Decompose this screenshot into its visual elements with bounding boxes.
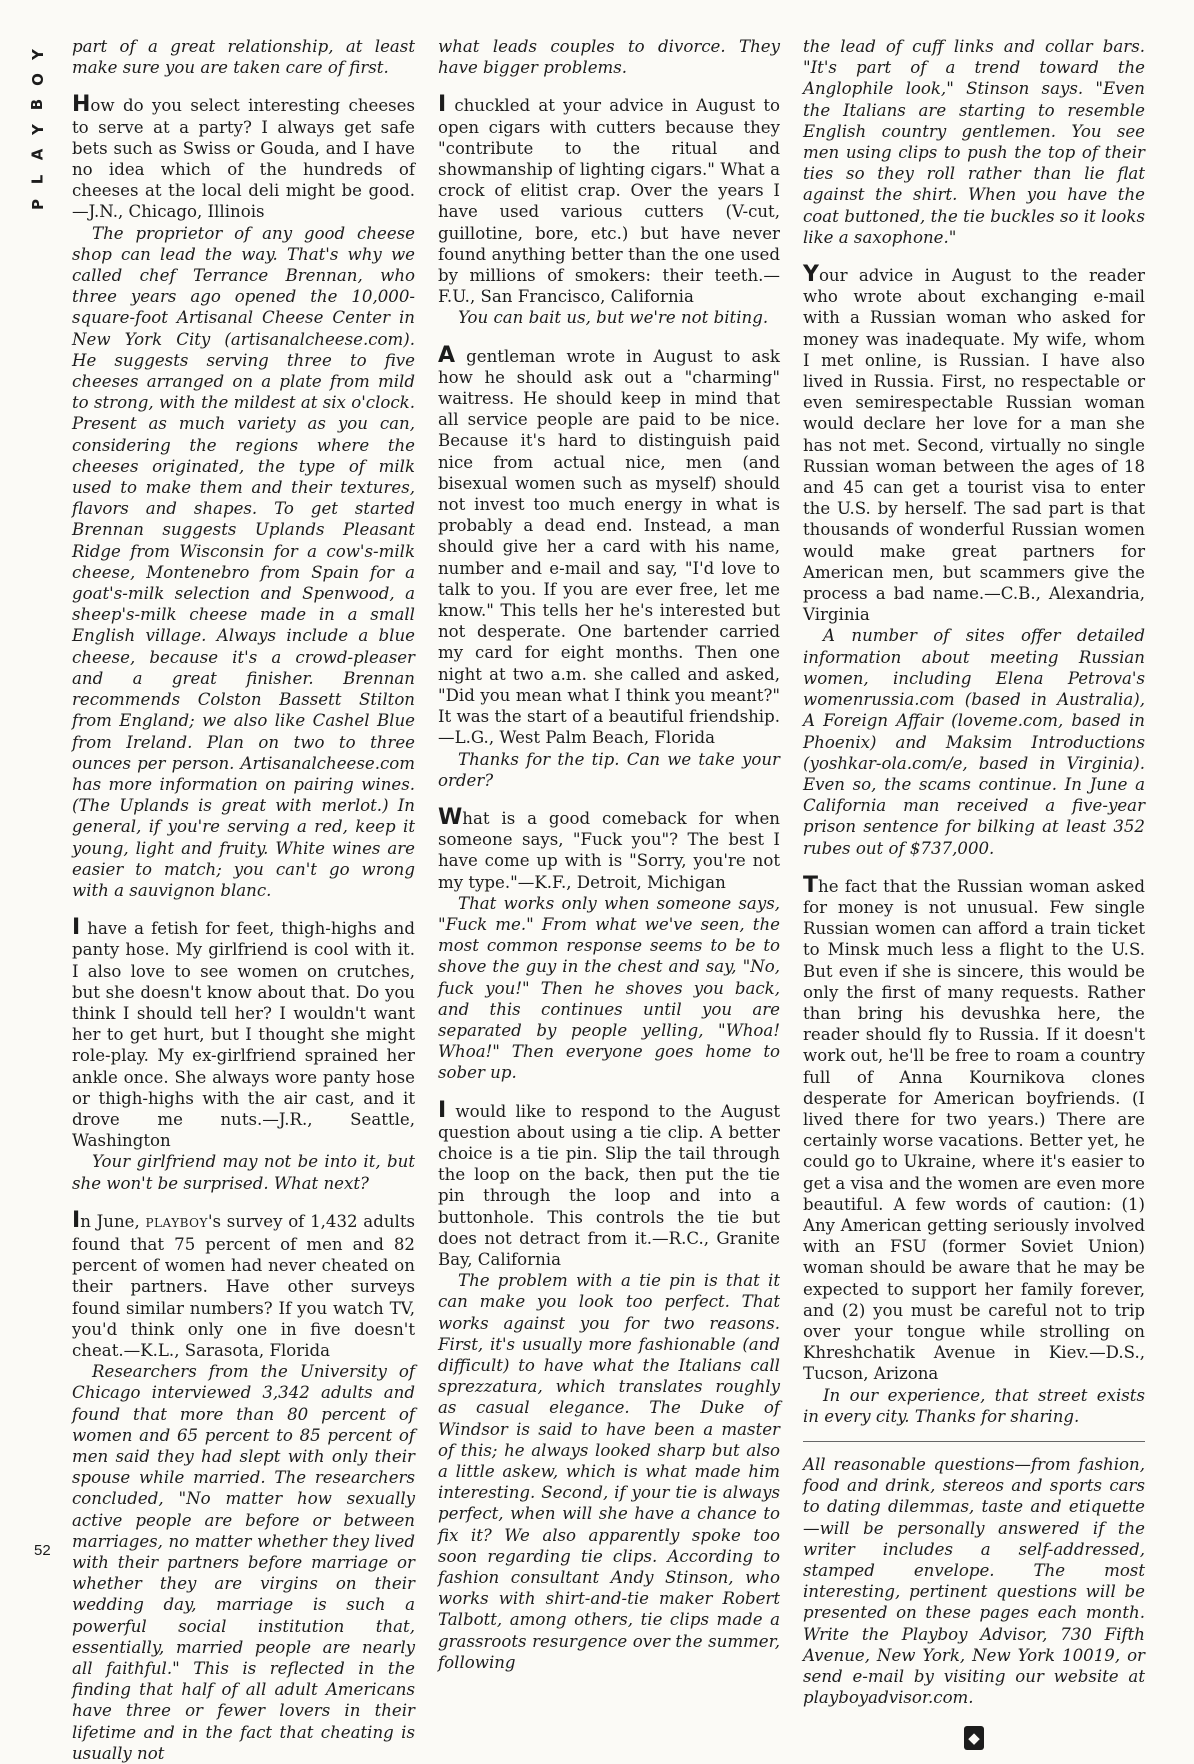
text-run: would like to respond to the August question about using a tie clip. A better choice is a tie pin. Slip the tail through the loop on the back, then put the tie pin through the loop and into a buttonhole. This controls the tie but does not detract from it.—R.C., Granite Bay, California — [438, 1101, 780, 1269]
initial-letter: I — [72, 1207, 81, 1233]
initial-letter: W — [438, 804, 463, 830]
initial-letter: I — [438, 1097, 447, 1123]
advisor-answer — [438, 36, 780, 78]
text-run: Your girlfriend may not be into it, but she won't be surprised. What next? — [72, 1152, 415, 1193]
advisor-answer — [803, 1385, 1145, 1427]
reader-question — [72, 1207, 416, 1361]
text-run: In our experience, that street exists in every city. Thanks for sharing. — [803, 1385, 1145, 1426]
advisor-answer — [803, 625, 1145, 858]
initial-letter: A — [438, 342, 456, 368]
text-run: n June, — [80, 1211, 146, 1231]
text-run: gentleman wrote in August to ask how he should ask out a "charming" waitress. He should keep in mind that all service people are paid to be nice. Because it's hard to distinguish paid nice from actual nice, men (and bisexual women such as myself) should not invest too much energy in what is probably a dead end. Instead, a man should give her a card with his name, number and e-mail and say, "I'd love to talk to you. If you are ever free, let me know." This tells her he's interested but not desperate. One bartender carried my card for eight months. Then one night at two a.m. she called and asked, "Did you mean what I think you meant?" It was the start of a beautiful friendship.—L.G., West Palm Beach, Florida — [438, 346, 780, 748]
reader-question — [438, 1097, 780, 1271]
advisor-answer — [72, 36, 415, 78]
initial-letter: H — [72, 92, 91, 118]
text-run: the lead of cuff links and collar bars. "It's part of a trend toward the Anglophile look," Stinson says. "Even the Italians are starting to resemble English country gentlemen. You see men using clips to push the top of their ties so they roll rather than lie flat against the shirt. When you have the coat buttoned, the tie buckles so it looks like a saxophone." — [803, 37, 1145, 247]
advisor-answer — [72, 1361, 415, 1764]
text-run: 's survey of 1,432 adults found that 75 percent of men and 82 percent of women had never cheated on their partners. Have other surveys found similar numbers? If you watch TV, you'd think only one in five doesn't cheat.—K.L., Sarasota, Florida — [72, 1211, 416, 1360]
text-run: Researchers from the University of Chicago interviewed 3,342 adults and found that more than 80 percent of women and 65 percent to 85 percent of men said they had slept with only their spouse while married. The researchers concluded, "No matter how sexually active people are before or between marriages, no matter whether they lived with their partners before marriage or whether they are virgins on their wedding day, marriage is such a powerful social institution that, essentially, married people are nearly all faithful." This is reflected in the finding that half of all adult Americans have three or fewer lovers in their lifetime and in the fact that cheating is usually not — [72, 1362, 415, 1763]
advisor-answer — [72, 1151, 415, 1193]
runner-letter: O — [28, 73, 47, 86]
magazine-runner — [30, 42, 52, 217]
text-run: he fact that the Russian woman asked for money is not unusual. Few single Russian women can afford a train ticket to Minsk much less a flight to the U.S. But even if she is sincere, this would be only the first of many requests. Rather than bring his devushka here, the reader should fly to Russia. If it doesn't work out, he'll be free to roam a country full of Anna Kournikova clones desperate for American boyfriends. (I lived there for two years.) There are certainly worse vacations. Better yet, he could go to Ukraine, where it's easier to get a visa and the women are even more beautiful. A few words of caution: (1) Any American getting seriously involved with an FSU (former Soviet Union) woman should be aware that he may be expected to support her family forever, and (2) you must be careful not to trip over your tongue while strolling on Khreshchatik Avenue in Kiev.—D.S., Tucson, Arizona — [803, 876, 1145, 1384]
reader-question — [438, 94, 780, 307]
runner-letter: P — [28, 199, 47, 210]
advisor-answer — [438, 1270, 780, 1673]
runner-letter: A — [28, 148, 47, 161]
text-run: You can bait us, but we're not biting. — [458, 308, 769, 328]
text-run: chuckled at your advice in August to open cigars with cutters because they "contribute to the ritual and showmanship of lighting cigars." What a crock of elitist crap. Over the years I have used various cutters (V-cut, guillotine, bore, etc.) but have never found anything better than the one used by millions of smokers: their teeth.—F.U., San Francisco, California — [438, 96, 780, 307]
text-run: ow do you select interesting cheeses to serve at a party? I always get safe bets such as Swiss or Gouda, and I have no idea which of the hundreds of cheeses at the local deli might be good.—J.N., Chicago, Illinois — [72, 96, 415, 222]
reader-question — [803, 264, 1145, 625]
runner-letter: Y — [28, 49, 47, 60]
advisor-answer — [72, 223, 415, 902]
footer-divider — [803, 1441, 1145, 1442]
runner-letter: B — [28, 98, 47, 111]
reader-question — [803, 872, 1145, 1385]
page-number: 52 — [34, 1542, 51, 1559]
reader-question — [72, 917, 415, 1151]
reader-question — [438, 804, 780, 893]
reader-question — [438, 342, 780, 749]
text-run: That works only when someone says, "Fuck me." From what we've seen, the most common response seems to be to shove the guy in the chest and say, "No, fuck you!" Then he shoves you back, and this continues until you are separated by people yelling, "Whoa! Whoa!" Then everyone goes home to sober up. — [438, 893, 780, 1083]
text-run: The proprietor of any good cheese shop can lead the way. That's why we called chef Terrance Brennan, who three years ago opened the 10,000-square-foot Artisanal Cheese Center in New York City (artisanalcheese.com). He suggests serving three to five cheeses arranged on a plate from mild to strong, with the mildest at six o'clock. Present as much variety as you can, considering the regions where the cheeses originated, the type of milk used to make them and their textures, flavors and shapes. To get started Brennan suggests Uplands Pleasant Ridge from Wisconsin for a cow's-milk cheese, Montenebro from Spain for a goat's-milk selection and Spenwood, a sheep's-milk cheese made in a small English village. Always include a blue cheese, because it's a crowd-pleaser and a great finisher. Brennan recommends Colston Bassett Stilton from England; we also like Cashel Blue from Ireland. Plan on two to three ounces per person. Artisanalcheese.com has more information on pairing wines. (The Uplands is great with merlot.) In general, if you're serving a red, keep it young, light and fruity. White wines are easier to match; you can't go wrong with a sauvignon blanc. — [72, 223, 415, 900]
text-run: Thanks for the tip. Can we take your order? — [438, 749, 780, 790]
column-3-body — [803, 36, 1145, 1427]
advisor-answer — [438, 307, 780, 328]
advisor-answer — [803, 36, 1145, 248]
column-3 — [803, 36, 1145, 1750]
text-run: A number of sites offer detailed information about meeting Russian women, including Elena Petrova's womenrussia.com (based in Australia), A Foreign Affair (loveme.com, based in Phoenix) and Maksim Introductions (yoshkar-ola.com/e, based in Virginia). Even so, the scams continue. In June a California man received a five-year prison sentence for bilking at least 352 rubes out of $737,000. — [803, 626, 1145, 858]
runner-letter: Y — [28, 124, 47, 135]
initial-letter: T — [803, 872, 819, 898]
column-1 — [72, 36, 415, 1764]
advisor-answer — [438, 893, 780, 1084]
reader-question — [72, 94, 415, 222]
runner-letter: L — [28, 174, 47, 185]
text-run: have a fetish for feet, thigh-highs and panty hose. My girlfriend is cool with it. I also love to see women on crutches, but she doesn't know about that. Do you think I should tell her? I wouldn't want her to get hurt, but I thought she might role-play. My ex-girlfriend sprained her ankle once. She always wore panty hose or thigh-highs with the air cast, and it drove me nuts.—J.R., Seattle, Washington — [72, 919, 415, 1151]
initial-letter: I — [438, 92, 447, 118]
submission-note: All reasonable questions—from fashion, food and drink, stereos and sports cars to dating dilemmas, taste and etiquette—will be personally answered if the writer includes a self-addressed, stamped envelope. The most interesting, pertinent questions will be presented on these pages each month. Write the Playboy Advisor, 730 Fifth Avenue, New York, New York 10019, or send e-mail by visiting our website at playboyadvisor.com. — [803, 1455, 1145, 1708]
advisor-answer — [438, 749, 780, 791]
initial-letter: Y — [803, 262, 819, 288]
column-2 — [438, 36, 780, 1673]
text-run: hat is a good comeback for when someone says, "Fuck you"? The best I have come up with is "Sorry, you're not my type."—K.F., Detroit, Michigan — [438, 808, 780, 892]
text-run: The problem with a tie pin is that it can make you look too perfect. That works against you for two reasons. First, it's usually more fashionable (and difficult) to have what the Italians call sprezzatura, which translates roughly as casual elegance. The Duke of Windsor is said to have been a master of this; he always looked sharp but also a little askew, which is what made him interesting. Second, if your tie is always perfect, when will she have a chance to fix it? We also apparently spoke too soon regarding tie clips. According to fashion consultant Andy Stinson, who works with shirt-and-tie maker Robert Talbott, among others, tie clips made a grassroots resurgence over the summer, following — [438, 1271, 780, 1672]
text-run: what leads couples to divorce. They have bigger problems. — [438, 37, 780, 78]
magazine-name: PLAYBOY — [145, 1215, 208, 1230]
text-run: our advice in August to the reader who wrote about exchanging e-mail with a Russian woman who asked for money was inadequate. My wife, whom I met online, is Russian. I have also lived in Russia. First, no respectable or even semirespectable Russian woman would declare her love for a man she has not met. Second, virtually no single Russian woman between the ages of 18 and 45 can get a tourist visa to enter the U.S. by herself. The sad part is that thousands of wonderful Russian women would make great partners for American men, but scammers give the process a bad name.—C.B., Alexandria, Virginia — [803, 266, 1145, 625]
text-run: part of a great relationship, at least make sure you are taken care of first. — [72, 37, 415, 78]
rabbit-head-logo: ◆ — [964, 1726, 984, 1750]
initial-letter: I — [72, 915, 81, 941]
